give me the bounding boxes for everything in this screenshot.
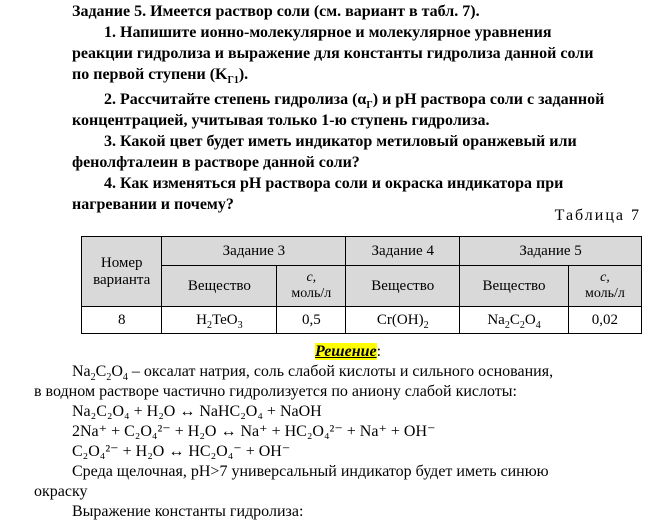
cell-t3-substance: $H_2TeO_3$ bbox=[162, 307, 277, 334]
solution-line-2: в водном растворе частично гидролизуется по аниону слабой кислоты: bbox=[34, 383, 517, 400]
q1-text-end: ). bbox=[238, 66, 249, 83]
question-1-line-1: 1. Напишите ионно-молекулярное и молекулярное уравнения bbox=[104, 24, 552, 41]
question-3-line-1: 3. Какой цвет будет иметь индикатор метиловый оранжевый или bbox=[104, 133, 577, 150]
header-task-4: Задание 4 bbox=[346, 237, 460, 266]
c-unit: моль/л bbox=[584, 286, 625, 301]
alpha-symbol: α bbox=[357, 91, 367, 108]
q2-text: 2. Рассчитайте степень гидролиза ( bbox=[104, 91, 358, 108]
environment-line-2: окраску bbox=[34, 483, 88, 500]
question-3-line-2: фенолфталеин в растворе данной соли? bbox=[72, 154, 360, 171]
cell-t4-substance: $Cr(OH)_2$ bbox=[346, 307, 460, 334]
question-2-line-2: концентрацией, учитывая только 1-ю ступень гидролиза. bbox=[72, 112, 490, 129]
q2-text-end: ) и pH раствора соли с заданной bbox=[372, 91, 605, 108]
header-task-3: Задание 3 bbox=[162, 237, 346, 266]
solution-heading: Решение: bbox=[315, 343, 382, 360]
header-substance-4: Вещество bbox=[346, 266, 460, 307]
c-unit: моль/л bbox=[291, 286, 332, 301]
cell-t3-concentration: 0,5 bbox=[277, 307, 346, 334]
header-substance-3: Вещество bbox=[162, 266, 277, 307]
question-1-line-2: реакции гидролиза и выражение для константы гидролиза данной соли bbox=[72, 45, 594, 62]
variant-table bbox=[81, 236, 642, 334]
equation-ionic-short: C₂O₄²⁻ + H₂O ↔ HC₂O₄⁻ + OH⁻ bbox=[72, 443, 291, 460]
cell-t5-substance: $Na_2C_2O_4$ bbox=[460, 307, 569, 334]
q1-text: по первой ступени (K bbox=[72, 66, 228, 83]
c-symbol: c, bbox=[306, 270, 317, 285]
q1-subscript: Г1 bbox=[227, 75, 239, 87]
header-concentration-5 bbox=[568, 266, 641, 307]
header-variant: Номер варианта bbox=[82, 237, 162, 307]
header-substance-5: Вещество bbox=[460, 266, 569, 307]
question-2-line-1 bbox=[104, 90, 604, 110]
header-task-5: Задание 5 bbox=[460, 237, 642, 266]
task-title: Задание 5. Имеется раствор соли (см. вариант в табл. 7). bbox=[72, 3, 480, 20]
hydrolysis-constant-line: Выражение константы гидролиза: bbox=[72, 503, 304, 520]
cell-t5-concentration: 0,02 bbox=[568, 307, 641, 334]
equation-molecular: Na₂C₂O₄ + H₂O ↔ NaHC₂O₄ + NaOH bbox=[72, 403, 322, 420]
alpha-subscript: Г bbox=[366, 100, 373, 112]
table-row bbox=[82, 307, 642, 334]
solution-label: Решение bbox=[315, 343, 377, 360]
solution-line-1: $Na_2C_2O_4$ – оксалат натрия, соль слабой кислоты и сильного основания, bbox=[72, 363, 554, 384]
table-caption: Таблица 7 bbox=[554, 207, 641, 224]
cell-variant: 8 bbox=[82, 307, 162, 334]
question-4-line-2: нагревании и почему? bbox=[72, 196, 234, 213]
environment-line-1: Среда щелочная, pH>7 универсальный индикатор будет иметь синюю bbox=[72, 463, 549, 480]
header-concentration-3 bbox=[277, 266, 346, 307]
equation-ionic-full: 2Na⁺ + C₂O₄²⁻ + H₂O ↔ Na⁺ + HC₂O₄²⁻ + Na⁺ + OH⁻ bbox=[72, 423, 436, 440]
question-1-line-3 bbox=[72, 65, 248, 85]
c-symbol: c, bbox=[600, 270, 610, 285]
question-4-line-1: 4. Как изменяться pH раствора соли и окраска индикатора при bbox=[104, 175, 564, 192]
